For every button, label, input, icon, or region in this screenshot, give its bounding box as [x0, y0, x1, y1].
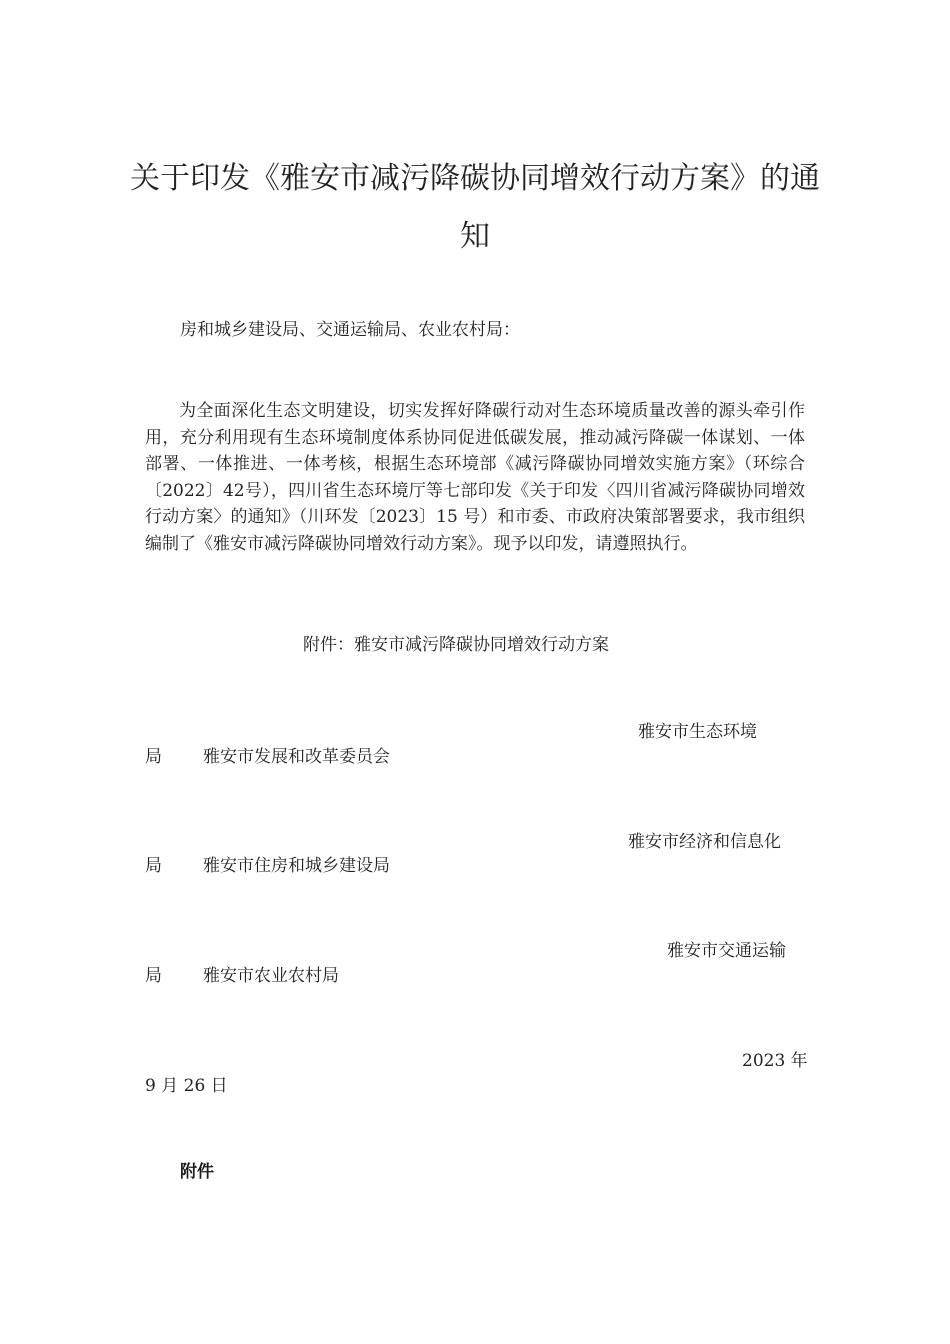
document-title: 关于印发《雅安市减污降碳协同增效行动方案》的通知	[130, 161, 820, 254]
signatory-wrap: 局	[145, 966, 162, 986]
signatory-line: 雅安市经济和信息化	[628, 832, 781, 852]
signatory-line: 雅安市交通运输	[667, 941, 786, 961]
signatory-wrap: 局	[145, 856, 162, 876]
signatory-line: 雅安市农业农村局	[203, 966, 339, 986]
body-paragraph: 为全面深化生态文明建设，切实发挥好降碳行动对生态环境质量改善的源头牵引作用，充分利用现有生态环境制度体系协同促进低碳发展，推动减污降碳一体谋划、一体部署、一体推进、一体考核，根据生态环境部《减污降碳协同增效实施方案》（环综合〔2022〕42号），四川省生态环境厅等七部印发《关于印发〈四川省减污降碳协同增效行动方案〉的通知》（川环发〔2023〕15 号）和市委、市政府决策部署要求，我市组织编制了《雅安市减污降碳协同增效行动方案》。现予以印发，请遵照执行。	[145, 401, 805, 554]
signatory-line: 雅安市住房和城乡建设局	[203, 856, 390, 876]
date-month-day: 9 月 26 日	[145, 1076, 228, 1096]
signatory-wrap: 局	[145, 747, 162, 767]
attachment-reference: 附件：雅安市减污降碳协同增效行动方案	[303, 635, 609, 655]
salutation: 房和城乡建设局、交通运输局、农业农村局：	[180, 320, 520, 340]
date-year: 2023 年	[742, 1051, 808, 1071]
signatory-line: 雅安市生态环境	[638, 722, 757, 742]
signatory-line: 雅安市发展和改革委员会	[203, 747, 390, 767]
attachment-heading: 附件	[180, 1162, 214, 1182]
